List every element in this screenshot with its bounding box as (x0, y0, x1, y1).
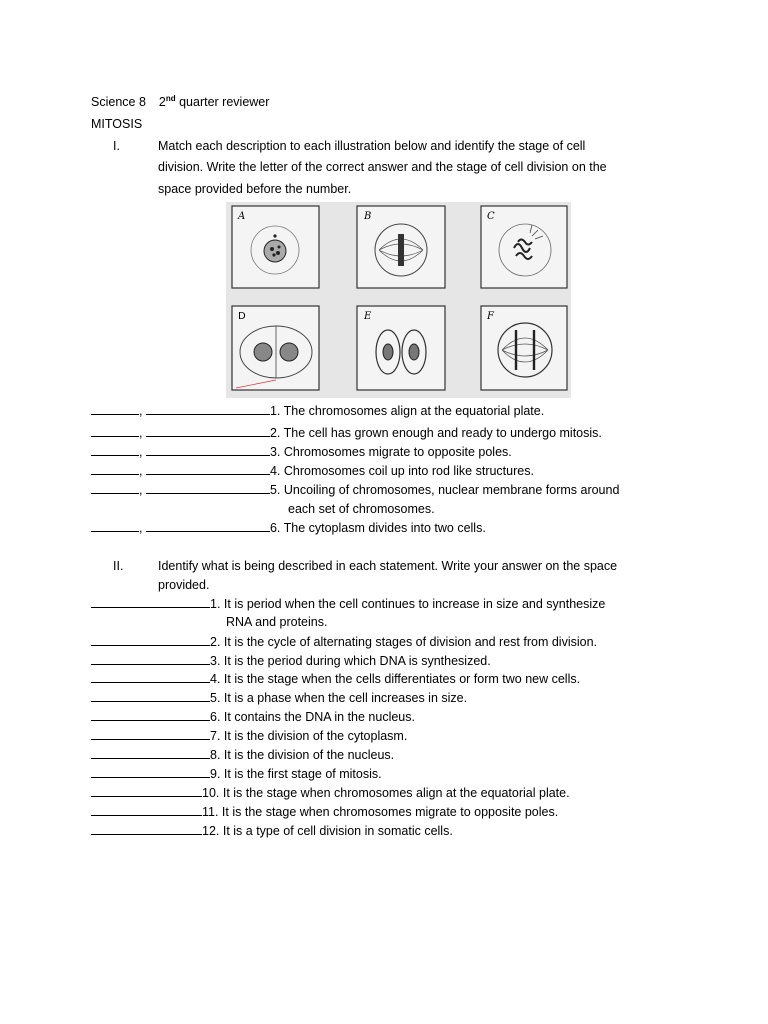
item-text: 3. Chromosomes migrate to opposite poles. (269, 445, 512, 459)
panel-d (232, 306, 319, 390)
item-text: 1. The chromosomes align at the equatorial plate. (269, 404, 545, 418)
stage-answer-blank[interactable] (146, 519, 270, 532)
section-2-item (91, 595, 605, 614)
item-text: 1. It is period when the cell continues to increase in size and synthesize (210, 597, 606, 611)
answer-blank[interactable] (91, 670, 210, 683)
item-text: 6. It contains the DNA in the nucleus. (210, 710, 415, 724)
section-2-item (91, 746, 394, 765)
item-text: 6. The cytoplasm divides into two cells. (269, 521, 486, 535)
section-2-item (91, 670, 580, 689)
letter-answer-blank[interactable] (91, 462, 139, 475)
answer-blank[interactable] (91, 727, 210, 740)
letter-answer-blank[interactable] (91, 481, 139, 494)
answer-blank[interactable] (91, 765, 210, 778)
panel-e (357, 306, 445, 390)
panel-b (357, 206, 445, 288)
quarter-suffix: nd (165, 94, 176, 103)
section-1-instruction-line: Match each description to each illustration below and identify the stage of cell (158, 139, 586, 153)
section-2-item (91, 822, 453, 841)
section-2-item (91, 633, 597, 652)
item-continuation: each set of chromosomes. (288, 502, 435, 516)
item-text: 2. It is the cycle of alternating stages of division and rest from division. (210, 635, 597, 649)
panel-c-label: C (487, 211, 495, 222)
stage-answer-blank[interactable] (146, 443, 270, 456)
section-2-numeral: II. (113, 559, 124, 573)
section-1-item: , 5. Uncoiling of chromosomes, nuclear membrane forms around (91, 481, 619, 500)
worksheet-title (91, 93, 269, 112)
quarter-number: 2 (158, 95, 166, 109)
section-2-item (91, 708, 415, 727)
item-continuation: RNA and proteins. (226, 615, 328, 629)
item-text: 10. It is the stage when chromosomes align at the equatorial plate. (202, 786, 570, 800)
stage-answer-blank[interactable] (146, 424, 270, 437)
item-text: 3. It is the period during which DNA is synthesized. (210, 654, 491, 668)
stage-answer-blank[interactable] (146, 462, 270, 475)
section-1-item: , 2. The cell has grown enough and ready to undergo mitosis. (91, 424, 602, 443)
item-text: 12. It is a type of cell division in somatic cells. (202, 824, 453, 838)
section-1-numeral: I. (113, 139, 120, 153)
stage-answer-blank[interactable] (146, 481, 270, 494)
section-1-instruction-line: division. Write the letter of the correct answer and the stage of cell division on the (158, 160, 607, 174)
section-2-item (91, 727, 407, 746)
item-text: 8. It is the division of the nucleus. (210, 748, 395, 762)
topic-heading: MITOSIS (91, 117, 143, 131)
answer-blank[interactable] (91, 784, 202, 797)
panel-f-label: F (487, 311, 494, 322)
section-1-item: , 4. Chromosomes coil up into rod like structures. (91, 462, 534, 481)
section-2-instruction-line: Identify what is being described in each statement. Write your answer on the space (158, 559, 618, 573)
answer-blank[interactable] (91, 595, 210, 608)
section-2-item (91, 803, 558, 822)
item-text: 5. It is a phase when the cell increases in size. (210, 691, 468, 705)
answer-blank[interactable] (91, 746, 210, 759)
item-text: 4. Chromosomes coil up into rod like structures. (269, 464, 534, 478)
answer-blank[interactable] (91, 708, 210, 721)
panel-c (481, 206, 567, 288)
item-text: 11. It is the stage when chromosomes migrate to opposite poles. (202, 805, 559, 819)
answer-blank[interactable] (91, 822, 202, 835)
section-1-instruction-line: space provided before the number. (158, 182, 352, 196)
letter-answer-blank[interactable] (91, 424, 139, 437)
item-text: 9. It is the first stage of mitosis. (210, 767, 382, 781)
section-2-instruction-line: provided. (158, 578, 210, 592)
section-2-item (91, 765, 382, 784)
answer-blank[interactable] (91, 633, 210, 646)
panel-b-label: B (364, 211, 372, 222)
section-2-item (91, 689, 467, 708)
item-text: 2. The cell has grown enough and ready to undergo mitosis. (269, 426, 602, 440)
item-text: 4. It is the stage when the cells differentiates or form two new cells. (210, 672, 581, 686)
section-1-item: , 1. The chromosomes align at the equatorial plate. (91, 402, 544, 421)
course-name: Science 8 (91, 95, 146, 109)
letter-answer-blank[interactable] (91, 402, 139, 415)
panel-d-label: D (238, 311, 246, 322)
answer-blank[interactable] (91, 803, 202, 816)
item-text: 5. Uncoiling of chromosomes, nuclear membrane forms around (269, 483, 620, 497)
panel-a-label: A (238, 211, 246, 222)
letter-answer-blank[interactable] (91, 443, 139, 456)
stage-answer-blank[interactable] (146, 402, 270, 415)
section-1-item: , 6. The cytoplasm divides into two cells. (91, 519, 486, 538)
cell-division-illustration (226, 202, 571, 398)
panel-f (481, 306, 567, 390)
section-2-item (91, 784, 570, 803)
quarter-label: quarter reviewer (179, 95, 270, 109)
item-text: 7. It is the division of the cytoplasm. (210, 729, 408, 743)
answer-blank[interactable] (91, 689, 210, 702)
cell-stages-svg (226, 202, 571, 398)
section-2-item (91, 652, 491, 671)
panel-e-label: E (364, 311, 372, 322)
letter-answer-blank[interactable] (91, 519, 139, 532)
answer-blank[interactable] (91, 652, 210, 665)
section-1-item: , 3. Chromosomes migrate to opposite poles. (91, 443, 512, 462)
panel-a (232, 206, 319, 288)
